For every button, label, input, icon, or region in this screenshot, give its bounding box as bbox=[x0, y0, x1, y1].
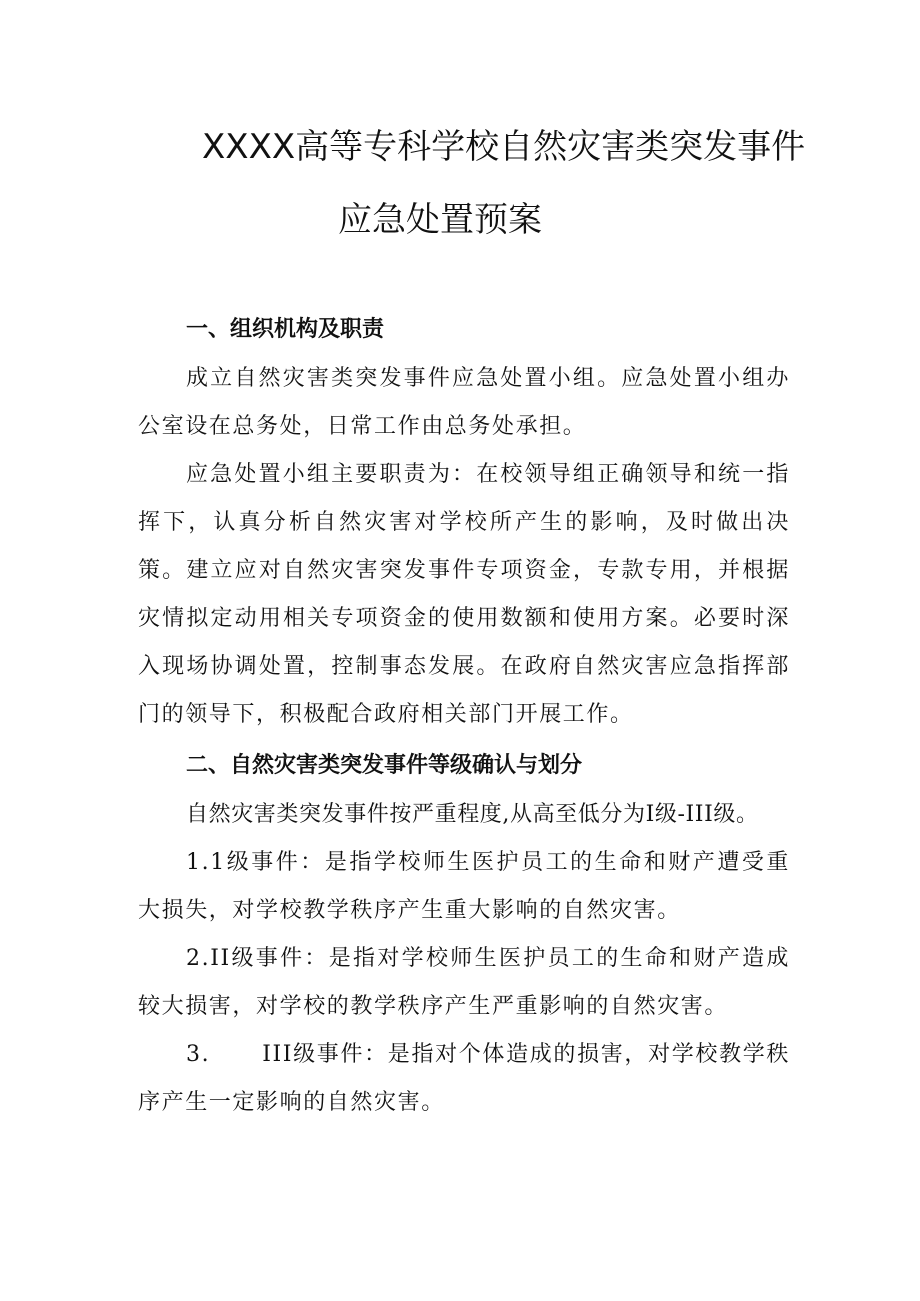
section-2-paragraph-4 bbox=[138, 1031, 790, 1127]
document-title-line-2: 应急处置预案 bbox=[338, 200, 542, 240]
section-1-paragraph-2: 应急处置小组主要职责为：在校领导组正确领导和统一指挥下，认真分析自然灾害对学校所产生的影响，及时做出决策。建立应对自然灾害突发事件专项资金，专款专用，并根据灾情拟定动用相关专项资金的使用数额和使用方案。必要时深入现场协调处置，控制事态发展。在政府自然灾害应急指挥部门的领导下，积极配合政府相关部门开展工作。 bbox=[138, 462, 790, 727]
section-2-paragraph-1: 自然灾害类突发事件按严重程度,从高至低分为I级-III级。 bbox=[186, 802, 759, 827]
section-2-paragraph-2: 1.1级事件：是指学校师生医护员工的生命和财产遭受重大损失，对学校教学秩序产生重大影响的自然灾害。 bbox=[138, 850, 790, 923]
section-2-paragraph-4-text: III级事件：是指对个体造成的损害，对学校教学秩序产生一定影响的自然灾害。 bbox=[138, 1042, 790, 1115]
section-1-paragraph-1: 成立自然灾害类突发事件应急处置小组。应急处置小组办公室设在总务处，日常工作由总务处承担。 bbox=[138, 366, 790, 439]
section-2-paragraph-4-number: 3. bbox=[186, 1042, 211, 1067]
section-2-heading: 二、自然灾害类突发事件等级确认与划分 bbox=[186, 753, 583, 778]
section-1-heading: 一、组织机构及职责 bbox=[186, 317, 385, 342]
document-title-line-1: XXXX高等专科学校自然灾害类突发事件 bbox=[202, 127, 806, 167]
section-2-paragraph-3: 2.II级事件：是指对学校师生医护员工的生命和财产造成较大损害，对学校的教学秩序产生严重影响的自然灾害。 bbox=[138, 946, 790, 1019]
